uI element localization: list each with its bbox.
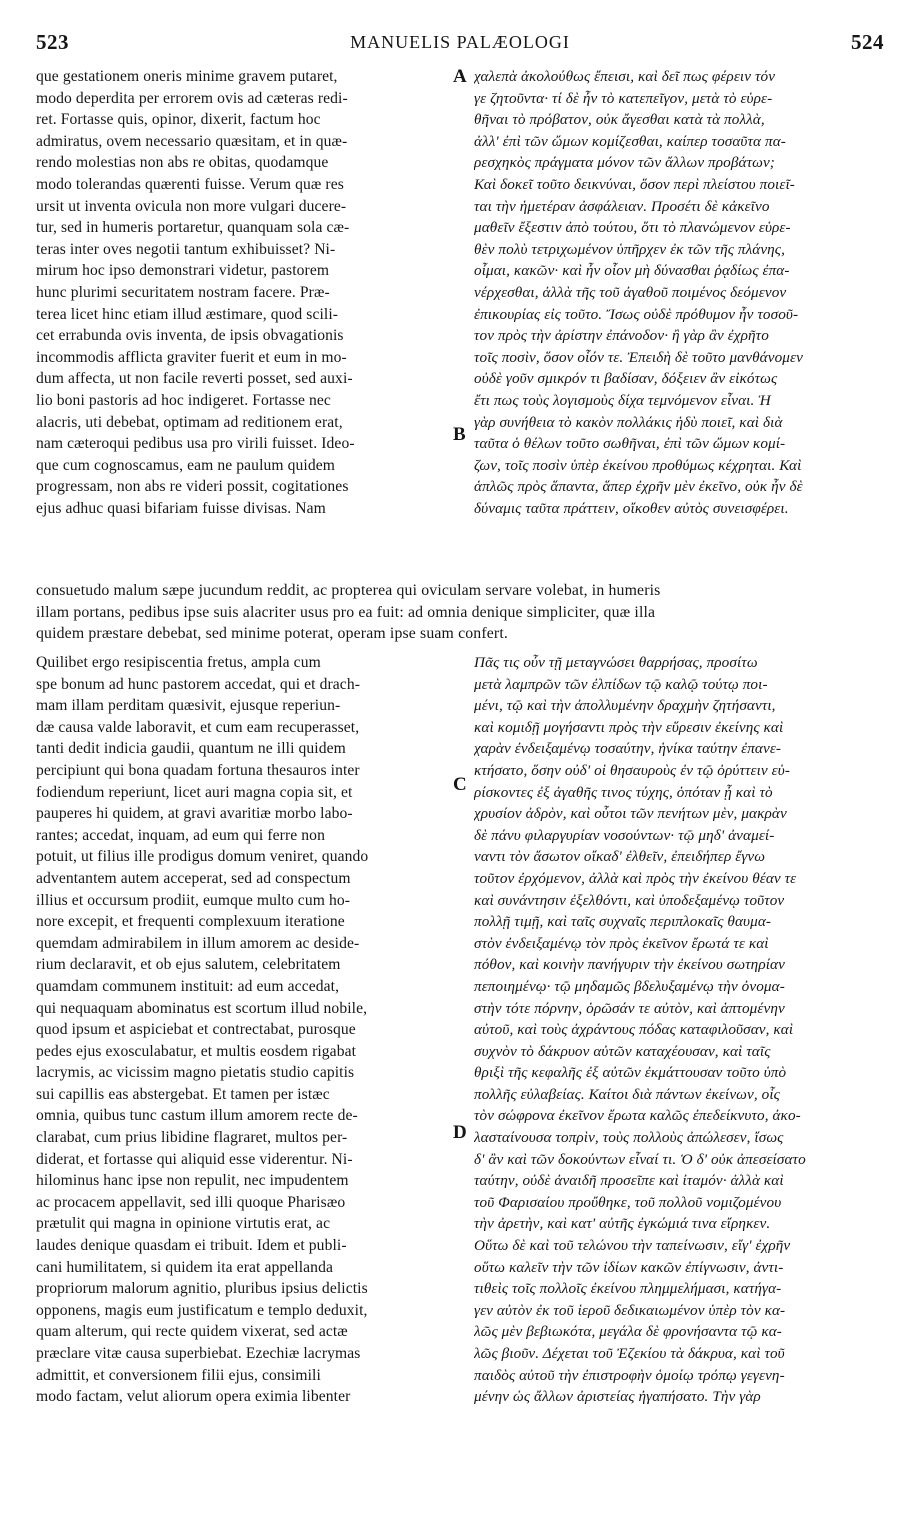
greek-text-line: γεν αὐτὸν ἐκ τοῦ ἱεροῦ δεδικαιωμένον ὑπὲρ τὸν κα- (474, 1301, 786, 1319)
greek-text-line: οἶμαι, κακῶν· καὶ ἦν οἷον μὴ δύνασθαι ῥᾳδίως ἐπα- (474, 262, 790, 280)
latin-text-line: prætulit qui magna in opinione virtutis erat, ac (36, 1215, 331, 1233)
margin-marker-c: C (453, 774, 467, 795)
greek-text-line: ἀλλ' ἐπὶ τῶν ὤμων κομίζεσθαι, καίπερ τοσαῦτα πα- (474, 132, 786, 150)
latin-text-line: omnia, quibus tunc castum illum amorem recte de- (36, 1107, 358, 1125)
latin-text-line: propriorum malorum agnitio, pluribus ipsius delictis (36, 1280, 368, 1298)
margin-marker-a: A (453, 66, 467, 87)
greek-text-line: τὸν σώφρονα ἐκεῖνον ἔρωτα καλῶς ἐπεδείκνυτο, ἀκο- (474, 1107, 801, 1125)
greek-text-line: παιδὸς αὐτοῦ τὴν ἐπιστροφὴν ὁμοίῳ τρόπῳ γεγενη- (474, 1366, 785, 1384)
greek-text-line: κτήσατο, ὅσην οὐδ' οἱ θησαυροὺς ἐν τῷ ὀρύττειν εὑ- (474, 761, 790, 779)
latin-text-line: dum affecta, ut non facile reverti posset, sed auxi- (36, 370, 353, 388)
greek-text-line: ταῦτα ὁ θέλων τοῦτο σωθῆναι, ἐπὶ τῶν ὤμων κομί- (474, 435, 786, 453)
latin-text-line: rium declaravit, et ob ejus salutem, celebritatem (36, 956, 341, 974)
greek-text-line: θριξὶ τῆς κεφαλῆς ἐξ αὐτῶν ἐκμάττουσαν τοῦτο ὑπὸ (474, 1064, 787, 1082)
latin-text-line: quamdam communem instituit: ad eum accedat, (36, 977, 340, 995)
greek-text-line: μαθεῖν ἔξεστιν ἀπὸ τούτου, ὅτι τὸ πλανώμενον εὑρε- (474, 219, 791, 237)
latin-text-line: modo tolerandas quærenti fuisse. Verum quæ res (36, 175, 344, 193)
latin-text-line: illius et occursum prodiit, eumque multo cum ho- (36, 891, 351, 909)
latin-text-line: quod ipsum et aspiciebat et contrectabat, purosque (36, 1021, 356, 1039)
latin-text-line: hunc plurimi securitatem nostram facere. Præ- (36, 283, 330, 301)
latin-text-line: progressam, non abs re videri possit, cogitationes (36, 478, 349, 496)
greek-text-line: ται τὴν ἡμετέραν ἀσφάλειαν. Προσέτι δὲ κἀκεῖνο (474, 197, 770, 215)
greek-text-line: ζων, τοῖς ποσὶν ὑπὲρ ἐκείνου προθύμως κέχρηται. Καὶ (474, 456, 802, 474)
latin-text-line: teras inter oves negotii tantum exhibuisset? Ni- (36, 240, 336, 258)
latin-text-line: que cum cognoscamus, eam ne paulum quidem (36, 456, 336, 474)
greek-text-line: μένι, τῷ καὶ τὴν ἀπολλυμένην δραχμὴν ζητήσαντι, (474, 697, 776, 715)
latin-text-line: lacrymis, ac vicissim magno pietatis studio capitis (36, 1064, 355, 1082)
greek-column-section-1 (474, 66, 886, 519)
latin-text-line: illam portans, pedibus ipse suis alacriter usus pro ea fuit: ad omnia denique simpliciter, quæ illa (36, 603, 656, 621)
latin-text-line: terea licet hinc etiam illud æstimare, quod scili- (36, 305, 339, 323)
greek-text-line: ἐπικουρίας εἰς τοῦτο. Ἴσως οὐδὲ πρόθυμον ἦν τοσοῦ- (474, 305, 799, 323)
latin-text-line: quidem præstare debebat, sed minime poterat, operam ipse suam confert. (36, 625, 508, 643)
latin-text-line: nore excepit, et frequenti complexuum iteratione (36, 913, 345, 931)
greek-text-line: αὐτοῦ, καὶ τοὺς ἀχράντους πόδας καταφιλοῦσαν, καὶ (474, 1021, 794, 1039)
greek-text-line: πολλῆς εὐλαβείας. Καίτοι διὰ πάντων ἐκείνων, οἷς (474, 1085, 780, 1103)
greek-text-line: μετὰ λαμπρῶν τῶν ἐλπίδων τῷ καλῷ τούτῳ ποι- (474, 675, 768, 693)
latin-text-line: pauperes hi quidem, at gravi avaritiæ morbo labo- (36, 805, 353, 823)
running-title: MANUELIS PALÆOLOGI (350, 32, 570, 52)
latin-text-line: tanti dedit indicia gaudii, quantum ne illi quidem (36, 740, 346, 758)
latin-text-line: admiratus, ovem necessario quæsitam, et in quæ- (36, 132, 348, 150)
latin-text-line: Quilibet ergo resipiscentia fretus, ampla cum (36, 654, 321, 671)
greek-text-line: ἔτι πως τοὺς λογισμοὺς δίχα τεμνόμενον εἶναι. Ἡ (474, 391, 771, 409)
latin-text-line: cet errabunda ovis inventa, de ipsis obvagationis (36, 327, 344, 345)
latin-column-section-2 (36, 652, 448, 1408)
latin-text-line: consuetudo malum sæpe jucundum reddit, ac propterea qui oviculam servare volebat, in humeris (36, 582, 661, 599)
latin-text-line: ac procacem appellavit, sed illi quoque Pharisæo (36, 1193, 346, 1211)
latin-text-line: diderat, et fortasse qui aliquid esse viderentur. Ni- (36, 1150, 353, 1168)
latin-text-line: rendo molestias non abs re obitas, quodamque (36, 154, 329, 172)
latin-text-line: mirum hoc ipso demonstrari videtur, pastorem (36, 262, 330, 280)
greek-text-line: καὶ συνάντησιν ἐξελθόντι, καὶ ὑποδεξαμένῳ τοῦτον (474, 891, 785, 909)
greek-text-line: τοῦ Φαρισαίου προὔθηκε, τοῦ πολλοῦ νομιζομένου (474, 1193, 782, 1211)
latin-text-line: laudes denique quasdam ei tribuit. Idem et publi- (36, 1237, 347, 1255)
latin-text-line: qui nequaquam abominatus est scortum illud nobile, (36, 999, 368, 1017)
latin-text-line: mam illam perditam quæsivit, ejusque reperiun- (36, 697, 341, 715)
greek-text-line: Πᾶς τις οὖν τῇ μεταγνώσει θαρρήσας, προσίτω (474, 654, 758, 671)
greek-text-line: τὴν ἀρετὴν, καὶ κατ' αὐτῆς ἐγκώμιά τινα εἴρηκεν. (474, 1215, 771, 1233)
latin-text-line: adventantem autem acceperat, sed ad conspectum (36, 869, 351, 887)
running-header (36, 30, 884, 60)
greek-text-line: δ' ἂν καὶ τῶν δοκούντων εἶναί τι. Ὁ δ' οὐκ ἀπεσείσατο (474, 1150, 806, 1168)
greek-text-line: μένην ὡς ἄλλων ἀριστείας ἠγαπήσατο. Τὴν γὰρ (474, 1388, 761, 1406)
greek-column-section-2 (474, 652, 886, 1408)
latin-text-line: ret. Fortasse quis, opinor, dixerit, factum hoc (36, 111, 321, 129)
latin-full-width-paragraph (36, 580, 886, 645)
latin-text-line: percipiunt qui bona quadam fortuna thesauros inter (36, 761, 360, 779)
greek-text-line: οὐδὲ γοῦν σμικρόν τι βαδίσαν, δόξειεν ἂν εἰκότως (474, 370, 778, 388)
greek-text-line: ρίσκοντες ἐξ ἀγαθῆς τινος τύχης, ὁπόταν ᾖ καὶ τὸ (474, 783, 773, 801)
greek-text-line: τον πρὸς τὴν ἀρίστην ἐπάνοδον· ἢ γὰρ ἂν ἐχρῆτο (474, 327, 769, 345)
margin-marker-b: B (453, 424, 466, 445)
latin-text-line: cani humilitatem, si quidem ita erat appellanda (36, 1258, 333, 1276)
latin-text-line: que gestationem oneris minime gravem putaret, (36, 68, 338, 85)
latin-text-line: opponens, magis eum justificatum e templo deduxit, (36, 1301, 368, 1319)
greek-text-line: τιθεὶς τοῖς πολλοῖς ἐκείνου πλημμελήμασι, κατήγα- (474, 1280, 782, 1298)
latin-column-section-1 (36, 66, 448, 519)
latin-text-line: fodiendum reperiunt, licet auri magna copia sit, et (36, 783, 353, 801)
greek-text-line: νέρχεσθαι, ἀλλὰ τῆς τοῦ ἀγαθοῦ ποιμένος δεόμενον (474, 283, 787, 301)
greek-text-line: ταύτην, οὐδὲ ἀναιδῆ προσεῖπε καὶ ἰταμόν· ἀλλὰ καὶ (474, 1172, 784, 1190)
page-number-left: 523 (36, 30, 69, 54)
greek-text-line: θὲν πολὺ τετριχωμένον ὑπῆρχεν ἐκ τῶν τῆς πλάνης, (474, 240, 785, 258)
greek-text-line: καὶ κομιδῇ μογήσαντι πρὸς τὴν εὕρεσιν ἐκείνης καὶ (474, 718, 784, 736)
greek-text-line: λασταίνουσα τοπρὶν, τοὺς πολλοὺς ἀπώλεσεν, ἴσως (474, 1129, 784, 1147)
greek-text-line: λῶς μὲν βεβιωκότα, μεγάλα δὲ φρονήσαντα τῷ κα- (474, 1323, 782, 1341)
greek-text-line: ναντι τὸν ἄσωτον οἴκαδ' ἐλθεῖν, ἐπειδήπερ ἔγνω (474, 848, 766, 866)
greek-text-line: δύναμις ταῦτα πράττειν, οἴκοθεν αὐτὸς συνεισφέρει. (474, 499, 789, 517)
greek-text-line: στὴν τότε πόρνην, ὁρῶσάν τε αὐτὸν, καὶ ἁπτομένην (474, 999, 785, 1017)
greek-text-line: τοῦτον ἐρχόμενον, ἀλλὰ καὶ πρὸς τὴν ἐκείνου θέαν τε (474, 869, 797, 887)
greek-text-line: ἁπλῶς πρὸς ἅπαντα, ἅπερ ἐχρῆν μὲν ἐκεῖνο, οὐκ ἦν δὲ (474, 478, 803, 496)
latin-text-line: alacris, uti debebat, optimam ad reditionem erat, (36, 413, 343, 431)
greek-text-line: χρυσίον ἀδρὸν, καὶ οὗτοι τῶν πενήτων μὲν, μακρὰν (474, 805, 787, 823)
latin-text-line: tur, sed in humeris portaretur, quanquam sola cæ- (36, 219, 350, 237)
greek-text-line: Καὶ δοκεῖ τοῦτο δεικνύναι, ὅσον περὶ πλείστου ποιεῖ- (474, 175, 795, 193)
latin-text-line: præclare vitæ causa superbiebat. Ezechiæ lacrymas (36, 1345, 361, 1362)
latin-text-line: quemdam admirabilem in illum amorem ac deside- (36, 934, 360, 952)
margin-marker-d: D (453, 1122, 467, 1143)
greek-text-line: συχνὸν τὸ δάκρυον αὐτῶν καταχέουσαν, καὶ ταῖς (474, 1042, 771, 1060)
latin-text-line: potuit, ut filius ille prodigus domum veniret, quando (36, 848, 369, 866)
greek-text-line: δὲ πάνυ φιλαργυρίαν νοσούντων· τῷ μηδ' ἀναμεί- (474, 826, 775, 844)
latin-text-line: pedes ejus exosculabatur, et multis eosdem rigabat (36, 1042, 357, 1060)
greek-text-line: πολλῇ τιμῇ, καὶ ταῖς συχναῖς περιπλοκαῖς θαυμα- (474, 913, 772, 931)
latin-text-line: spe bonum ad hunc pastorem accedat, qui et drach- (36, 675, 361, 693)
page-number-right: 524 (851, 30, 884, 54)
greek-text-line: πόθον, καὶ κοινὴν πανήγυριν τὴν ἐκείνου σωτηρίαν (474, 956, 785, 974)
latin-text-line: hilominus hanc ipse non repulit, nec impudentem (36, 1172, 349, 1190)
greek-text-line: Οὕτω δὲ καὶ τοῦ τελώνου τὴν ταπείνωσιν, εἴγ' ἐχρῆν (474, 1237, 791, 1255)
latin-text-line: nam cæteroqui pedibus usa pro virili fuisset. Ideo- (36, 435, 355, 453)
greek-text-line: γε ζητοῦντα· τί δὲ ἦν τὸ κατεπεῖγον, μετὰ τὸ εὑρε- (474, 89, 773, 107)
latin-text-line: ursit ut inventa ovicula non more vulgari ducere- (36, 197, 347, 215)
latin-text-line: clarabat, cum prius libidine flagraret, multos per- (36, 1129, 348, 1147)
greek-text-line: χαλεπὰ ἀκολούθως ἔπεισι, καὶ δεῖ πως φέρειν τόν (474, 68, 776, 85)
greek-text-line: ρεσχηκὸς πράγματα μόνον τῶν ἄλλων προβάτων; (474, 154, 775, 172)
latin-text-line: lio boni pastoris ad hoc indigeret. Fortasse nec (36, 391, 331, 409)
latin-text-line: incommodis afflicta graviter fuerit et eum in mo- (36, 348, 347, 366)
latin-text-line: dæ causa valde laboravit, et cum eam recuperasset, (36, 718, 360, 736)
latin-text-line: rantes; accedat, inquam, ad eum qui ferre non (36, 826, 325, 844)
latin-text-line: modo factam, velut aliorum opera eximia libenter (36, 1388, 351, 1406)
greek-text-line: οὕτω καλεῖν τὴν τῶν ἰδίων κακῶν ἐπίγνωσιν, ἀντι- (474, 1258, 784, 1276)
greek-text-line: τοῖς ποσὶν, ὅσον οἷόν τε. Ἐπειδὴ δὲ τοῦτο μανθάνομεν (474, 348, 803, 366)
greek-text-line: λῶς βιοῦν. Δέχεται τοῦ Ἐζεκίου τὰ δάκρυα, καὶ τοῦ (474, 1345, 785, 1362)
greek-text-line: στὸν ἐνδειξαμένῳ τὸν πρὸς ἐκεῖνον ἔρωτά τε καὶ (474, 934, 769, 952)
greek-text-line: θῆναι τὸ πρόβατον, οὐκ ἄγεσθαι κατὰ τὰ πολλὰ, (474, 111, 765, 129)
latin-text-line: sui capillis eas abstergebat. Et tamen per istæc (36, 1085, 330, 1103)
latin-text-line: ejus adhuc quasi bifariam fuisse divisas. Nam (36, 499, 326, 517)
greek-text-line: χαρὰν ἐνδειξαμένῳ τοσαύτην, ἡνίκα ταύτην ἐπανε- (474, 740, 782, 758)
latin-text-line: admittit, et conversionem filii ejus, consimili (36, 1366, 321, 1384)
greek-text-line: γὰρ συνήθεια τὸ κακὸν πολλάκις ἡδὺ ποιεῖ, καὶ διὰ (474, 413, 783, 431)
latin-text-line: quam alterum, qui recte quidem vixerat, sed actæ (36, 1323, 348, 1341)
greek-text-line: πεποιημένῳ· τῷ μηδαμῶς βδελυξαμένῳ τὴν ὀνομα- (474, 977, 785, 995)
latin-text-line: modo deperdita per errorem ovis ad cæteras redi- (36, 89, 348, 107)
